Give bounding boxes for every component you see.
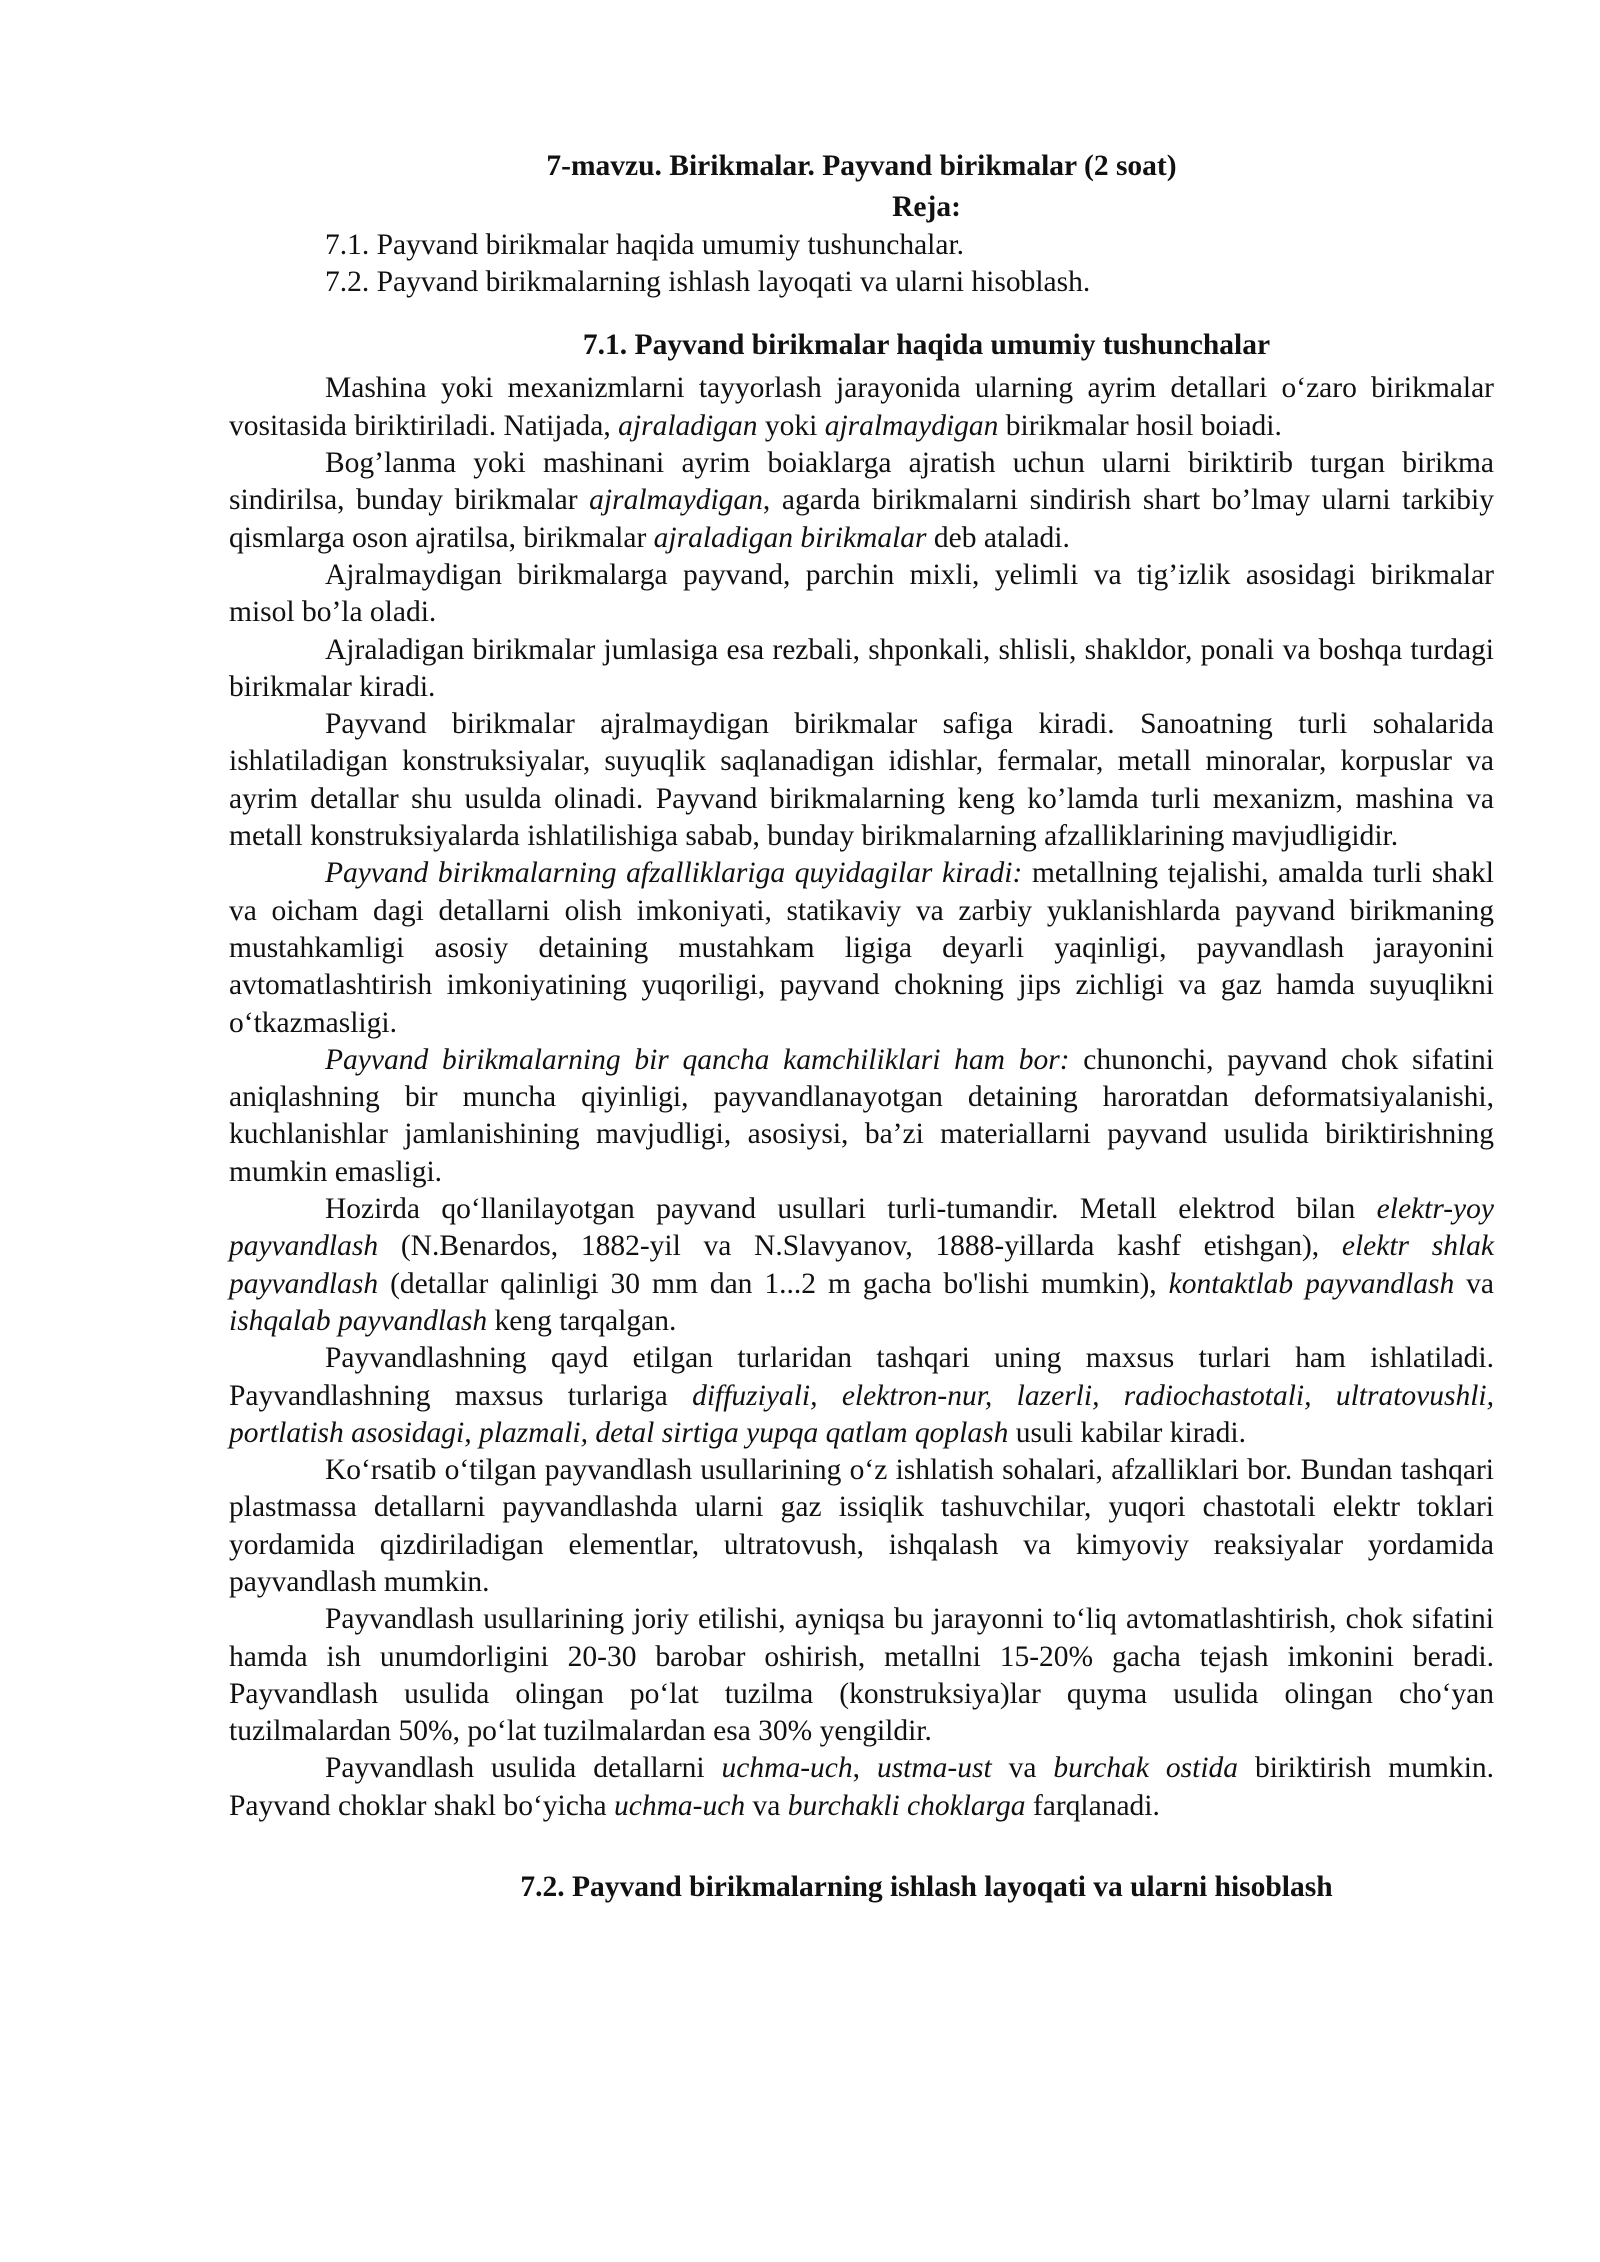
paragraph: Payvandlashning qayd etilgan turlaridan tashqari uning maxsus turlari ham ishlatiladi. Payvandlashning maxsus turlariga diffuziyali, elektron-nur, lazerli, radiochastotali, ultratovushli, portlatish asosidagi, plazmali, detal sirtiga yupqa qatlam qoplash usuli kabilar kiradi.: [229, 1342, 1494, 1449]
paragraph: Ajraladigan birikmalar jumlasiga esa rezbali, shponkali, shlisli, shakldor, ponali va boshqa turdagi birikmalar kiradi.: [229, 633, 1494, 703]
paragraph: Payvand birikmalar ajralmaydigan birikmalar safiga kiradi. Sanoatning turli sohalarida ishlatiladigan konstruksiyalar, suyuqlik saqlanadigan idishlar, fermalar, metall minoralar, korpuslar va ayrim detallar shu usulda olinadi. Payvand birikmalarning keng ko’lamda turli mexanizm, mashina va metall konstruksiyalarda ishlatilishiga sabab, bunday birikmalarning afzalliklarining mavjudligidir.: [229, 708, 1494, 853]
paragraph: Payvand birikmalarning bir qancha kamchiliklari ham bor: chunonchi, payvand chok sifatini aniqlashning bir muncha qiyinligi, payvandlanayotgan detaining haroratdan deformatsiyalanishi, kuchlanishlar jamlanishining mavjudligi, asosiysi, ba’zi materiallarni payvand usulida biriktirishning mumkin emasligi.: [229, 1043, 1494, 1188]
paragraph: Payvandlash usulida detallarni uchma-uch, ustma-ust va burchak ostida biriktirish mumkin. Payvand choklar shakl bo‘yicha uchma-uch va burchakli choklarga farqlanadi.: [229, 1752, 1495, 1822]
paragraph: Hozirda qo‘llanilayotgan payvand usullari turli-tumandir. Metall elektrod bilan elektr-yoy payvandlash (N.Benardos, 1882-yil va N.Slavyanov, 1888-yillarda kashf etishgan), elektr shlak payvandlash (detallar qalinligi 30 mm dan 1...2 m gacha bo'lishi mumkin), kontaktlab payvandlash va ishqalab payvandlash keng tarqalgan.: [229, 1193, 1495, 1337]
paragraph: Mashina yoki mexanizmlarni tayyorlash jarayonida ularning ayrim detallari o‘zaro birikmalar vositasida biriktiriladi. Natijada, ajraladigan yoki ajralmaydigan birikmalar hosil boiadi.: [229, 372, 1494, 442]
document-title: 7-mavzu. Birikmalar. Payvand birikmalar (2 soat): [546, 150, 1177, 182]
paragraph: Bog’lanma yoki mashinani ayrim boiaklarga ajratish uchun ularni biriktirib turgan birikma sindirilsa, bunday birikmalar ajralmaydigan, agarda birikmalarni sindirish shart bo’lmay ularni tarkibiy qismlarga oson ajratilsa, birikmalar ajraladigan birikmalar deb ataladi.: [229, 447, 1494, 554]
section-heading: 7.1. Payvand birikmalar haqida umumiy tushunchalar: [582, 329, 1271, 362]
paragraph: Ko‘rsatib o‘tilgan payvandlash usullarining o‘z ishlatish sohalari, afzalliklari bor. Bundan tashqari plastmassa detallarni payvandlashda ularni gaz issiqlik tashuvchilar, yuqori chastotali elektr toklari yordamida qizdiriladigan elementlar, ultratovush, ishqalash va kimyoviy reaksiyalar yordamida payvandlash mumkin.: [229, 1454, 1494, 1598]
paragraph: Ajralmaydigan birikmalarga payvand, parchin mixli, yelimli va tig’izlik asosidagi birikmalar misol bo’la oladi.: [229, 558, 1494, 629]
section-heading: 7.2. Payvand birikmalarning ishlash layoqati va ularni hisoblash: [520, 1871, 1333, 1904]
plan-heading: Reja:: [892, 191, 961, 224]
plan-item: 7.1. Payvand birikmalar haqida umumiy tushunchalar.: [325, 228, 965, 261]
document-page: [229, 148, 1494, 1906]
paragraph: Payvand birikmalarning afzalliklariga quyidagilar kiradi: metallning tejalishi, amalda turli shakl va oicham dagi detallarni olish imkoniyati, statikaviy va zarbiy yuklanishlarda payvand birikmaning mustahkamligi asosiy detaining mustahkam ligiga deyarli yaqinligi, payvandlash jarayonini avtomatlashtirish imkoniyatining yuqoriligi, payvand chokning jips zichligi va gaz hamda suyuqlikni o‘tkazmasligi.: [229, 857, 1495, 1039]
plan-item: 7.2. Payvand birikmalarning ishlash layoqati va ularni hisoblash.: [325, 265, 1091, 298]
paragraph: Payvandlash usullarining joriy etilishi, ayniqsa bu jarayonni to‘liq avtomatlashtirish, chok sifatini hamda ish unumdorligini 20-30 barobar oshirish, metallni 15-20% gacha tejash imkonini beradi. Payvandlash usulida olingan po‘lat tuzilma (konstruksiya)lar quyma usulida olingan cho‘yan tuzilmalardan 50%, po‘lat tuzilmalardan esa 30% yengildir.: [229, 1603, 1494, 1748]
